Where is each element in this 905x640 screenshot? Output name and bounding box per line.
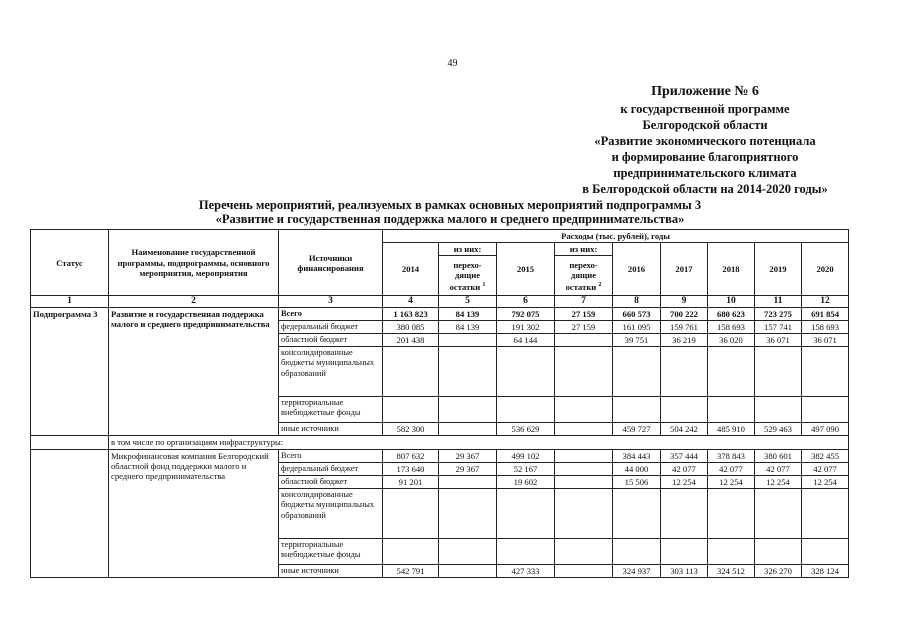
value-cell	[555, 423, 613, 436]
value-cell	[439, 476, 497, 489]
value-cell: 39 751	[613, 334, 661, 347]
value-cell: 64 144	[497, 334, 555, 347]
value-cell: 427 333	[497, 565, 555, 578]
value-cell	[661, 397, 708, 423]
col-index: 5	[439, 296, 497, 307]
value-cell: 159 761	[661, 320, 708, 333]
value-cell: 324 512	[708, 565, 755, 578]
col-index: 12	[802, 296, 849, 307]
header-name: Наименование государственной программы, подпрограммы, основного мероприятия, мероприятия	[109, 230, 279, 296]
title-line-1: Перечень мероприятий, реализуемых в рамках основных мероприятий подпрограммы 3	[198, 198, 702, 212]
table-row	[31, 449, 849, 462]
value-cell	[802, 347, 849, 397]
col-index: 8	[613, 296, 661, 307]
value-cell	[555, 334, 613, 347]
col-index: 6	[497, 296, 555, 307]
source-cell: консолидированные бюджеты муниципальных образований	[279, 489, 383, 539]
value-cell: 700 222	[661, 307, 708, 320]
value-cell: 84 139	[439, 320, 497, 333]
value-cell: 29 367	[439, 462, 497, 475]
source-cell: консолидированные бюджеты муниципальных образований	[279, 347, 383, 397]
header-carry-over-2: перехо-дящие остатки $^2$	[555, 256, 613, 296]
value-cell: 485 910	[708, 423, 755, 436]
table-row	[31, 436, 849, 449]
source-cell: иные источники	[279, 565, 383, 578]
source-cell: территориальные внебюджетные фонды	[279, 539, 383, 565]
source-cell: областной бюджет	[279, 334, 383, 347]
value-cell: 378 843	[708, 449, 755, 462]
value-cell: 27 159	[555, 320, 613, 333]
value-cell: 792 075	[497, 307, 555, 320]
value-cell	[708, 489, 755, 539]
status-cell: Подпрограмма 3	[31, 307, 109, 436]
value-cell: 19 602	[497, 476, 555, 489]
value-cell	[497, 539, 555, 565]
annex-line: предпринимательского климата	[613, 166, 797, 180]
value-cell: 191 302	[497, 320, 555, 333]
value-cell	[439, 565, 497, 578]
value-cell: 499 102	[497, 449, 555, 462]
col-index: 7	[555, 296, 613, 307]
annex-line: в Белгородской области на 2014-2020 годы»	[582, 182, 828, 196]
value-cell: 1 163 823	[383, 307, 439, 320]
name-cell: Микрофинансовая компания Белгородский областной фонд поддержки малого и среднего предпринимательства	[109, 449, 279, 578]
value-cell	[497, 397, 555, 423]
value-cell: 691 854	[802, 307, 849, 320]
col-index: 2	[109, 296, 279, 307]
value-cell: 29 367	[439, 449, 497, 462]
value-cell: 328 124	[802, 565, 849, 578]
value-cell: 42 077	[802, 462, 849, 475]
value-cell	[555, 462, 613, 475]
value-cell	[555, 476, 613, 489]
value-cell	[755, 347, 802, 397]
value-cell	[708, 539, 755, 565]
value-cell: 36 071	[802, 334, 849, 347]
value-cell	[555, 347, 613, 397]
value-cell	[708, 397, 755, 423]
source-cell: иные источники	[279, 423, 383, 436]
annex-line: «Развитие экономического потенциала	[594, 134, 816, 148]
value-cell	[383, 347, 439, 397]
value-cell: 12 254	[708, 476, 755, 489]
value-cell	[439, 539, 497, 565]
value-cell: 384 443	[613, 449, 661, 462]
value-cell: 807 632	[383, 449, 439, 462]
value-cell: 529 463	[755, 423, 802, 436]
value-cell: 42 077	[755, 462, 802, 475]
header-year-2014: 2014	[383, 243, 439, 296]
source-cell: областной бюджет	[279, 476, 383, 489]
value-cell: 357 444	[661, 449, 708, 462]
value-cell: 15 506	[613, 476, 661, 489]
header-year-2020: 2020	[802, 243, 849, 296]
value-cell: 36 219	[661, 334, 708, 347]
source-cell: федеральный бюджет	[279, 462, 383, 475]
value-cell	[661, 539, 708, 565]
value-cell: 161 095	[613, 320, 661, 333]
value-cell: 326 270	[755, 565, 802, 578]
value-cell: 324 937	[613, 565, 661, 578]
value-cell: 84 139	[439, 307, 497, 320]
source-cell: территориальные внебюджетные фонды	[279, 397, 383, 423]
title-line-2: «Развитие и государственная поддержка малого и среднего предпринимательства»	[215, 212, 685, 226]
header-source: Источники финансирования	[279, 230, 383, 296]
header-year-2015: 2015	[497, 243, 555, 296]
value-cell	[802, 539, 849, 565]
value-cell: 173 640	[383, 462, 439, 475]
annex-line: и формирование благоприятного	[611, 150, 799, 164]
value-cell: 660 573	[613, 307, 661, 320]
value-cell: 36 020	[708, 334, 755, 347]
value-cell	[708, 347, 755, 397]
col-index: 10	[708, 296, 755, 307]
annex-line: Белгородской области	[642, 118, 768, 132]
value-cell	[439, 423, 497, 436]
value-cell	[497, 347, 555, 397]
value-cell	[802, 489, 849, 539]
value-cell	[555, 565, 613, 578]
value-cell	[383, 489, 439, 539]
header-of-which: из них:	[439, 243, 497, 256]
value-cell: 380 085	[383, 320, 439, 333]
value-cell	[661, 489, 708, 539]
value-cell	[555, 449, 613, 462]
value-cell: 723 275	[755, 307, 802, 320]
value-cell: 582 300	[383, 423, 439, 436]
value-cell	[613, 489, 661, 539]
header-year-2018: 2018	[708, 243, 755, 296]
value-cell: 504 242	[661, 423, 708, 436]
value-cell	[439, 489, 497, 539]
value-cell	[613, 539, 661, 565]
value-cell	[439, 334, 497, 347]
value-cell	[555, 539, 613, 565]
annex-header	[560, 83, 850, 197]
value-cell: 382 455	[802, 449, 849, 462]
value-cell	[555, 397, 613, 423]
value-cell: 12 254	[661, 476, 708, 489]
col-index: 9	[661, 296, 708, 307]
value-cell: 36 071	[755, 334, 802, 347]
value-cell: 542 791	[383, 565, 439, 578]
col-index: 11	[755, 296, 802, 307]
value-cell: 380 601	[755, 449, 802, 462]
value-cell	[497, 489, 555, 539]
header-carry-over-1: перехо-дящие остатки $^1$	[439, 256, 497, 296]
value-cell: 201 438	[383, 334, 439, 347]
status-cell	[31, 449, 109, 578]
header-of-which: из них:	[555, 243, 613, 256]
value-cell: 158 693	[802, 320, 849, 333]
source-cell: федеральный бюджет	[279, 320, 383, 333]
expenses-table	[30, 229, 849, 578]
value-cell: 303 113	[661, 565, 708, 578]
value-cell: 158 693	[708, 320, 755, 333]
value-cell	[755, 489, 802, 539]
value-cell	[613, 347, 661, 397]
col-index: 4	[383, 296, 439, 307]
value-cell	[555, 489, 613, 539]
source-cell: Всего	[279, 307, 383, 320]
value-cell	[661, 347, 708, 397]
header-year-2016: 2016	[613, 243, 661, 296]
value-cell	[755, 397, 802, 423]
value-cell	[383, 539, 439, 565]
value-cell: 42 077	[661, 462, 708, 475]
value-cell: 42 077	[708, 462, 755, 475]
value-cell: 157 741	[755, 320, 802, 333]
value-cell	[439, 397, 497, 423]
value-cell: 27 159	[555, 307, 613, 320]
infra-note: в том числе по организациям инфраструктуры:	[109, 436, 849, 449]
header-expenses: Расходы (тыс. рублей), годы	[383, 230, 849, 243]
annex-line: Приложение № 6	[651, 84, 759, 99]
value-cell: 459 727	[613, 423, 661, 436]
col-index: 1	[31, 296, 109, 307]
value-cell: 12 254	[755, 476, 802, 489]
value-cell: 12 254	[802, 476, 849, 489]
value-cell: 44 000	[613, 462, 661, 475]
header-year-2017: 2017	[661, 243, 708, 296]
table-row	[31, 307, 849, 320]
value-cell	[439, 347, 497, 397]
annex-line: к государственной программе	[620, 102, 790, 116]
value-cell: 497 090	[802, 423, 849, 436]
value-cell: 536 629	[497, 423, 555, 436]
value-cell: 52 167	[497, 462, 555, 475]
value-cell: 91 201	[383, 476, 439, 489]
empty-cell	[31, 436, 109, 449]
header-year-2019: 2019	[755, 243, 802, 296]
value-cell	[383, 397, 439, 423]
source-cell: Всего	[279, 449, 383, 462]
value-cell	[613, 397, 661, 423]
name-cell: Развитие и государственная поддержка малого и среднего предпринимательства	[109, 307, 279, 436]
header-status: Статус	[31, 230, 109, 296]
value-cell	[755, 539, 802, 565]
value-cell	[802, 397, 849, 423]
page-number: 49	[447, 58, 458, 69]
value-cell: 680 623	[708, 307, 755, 320]
document-title	[120, 198, 780, 226]
col-index: 3	[279, 296, 383, 307]
